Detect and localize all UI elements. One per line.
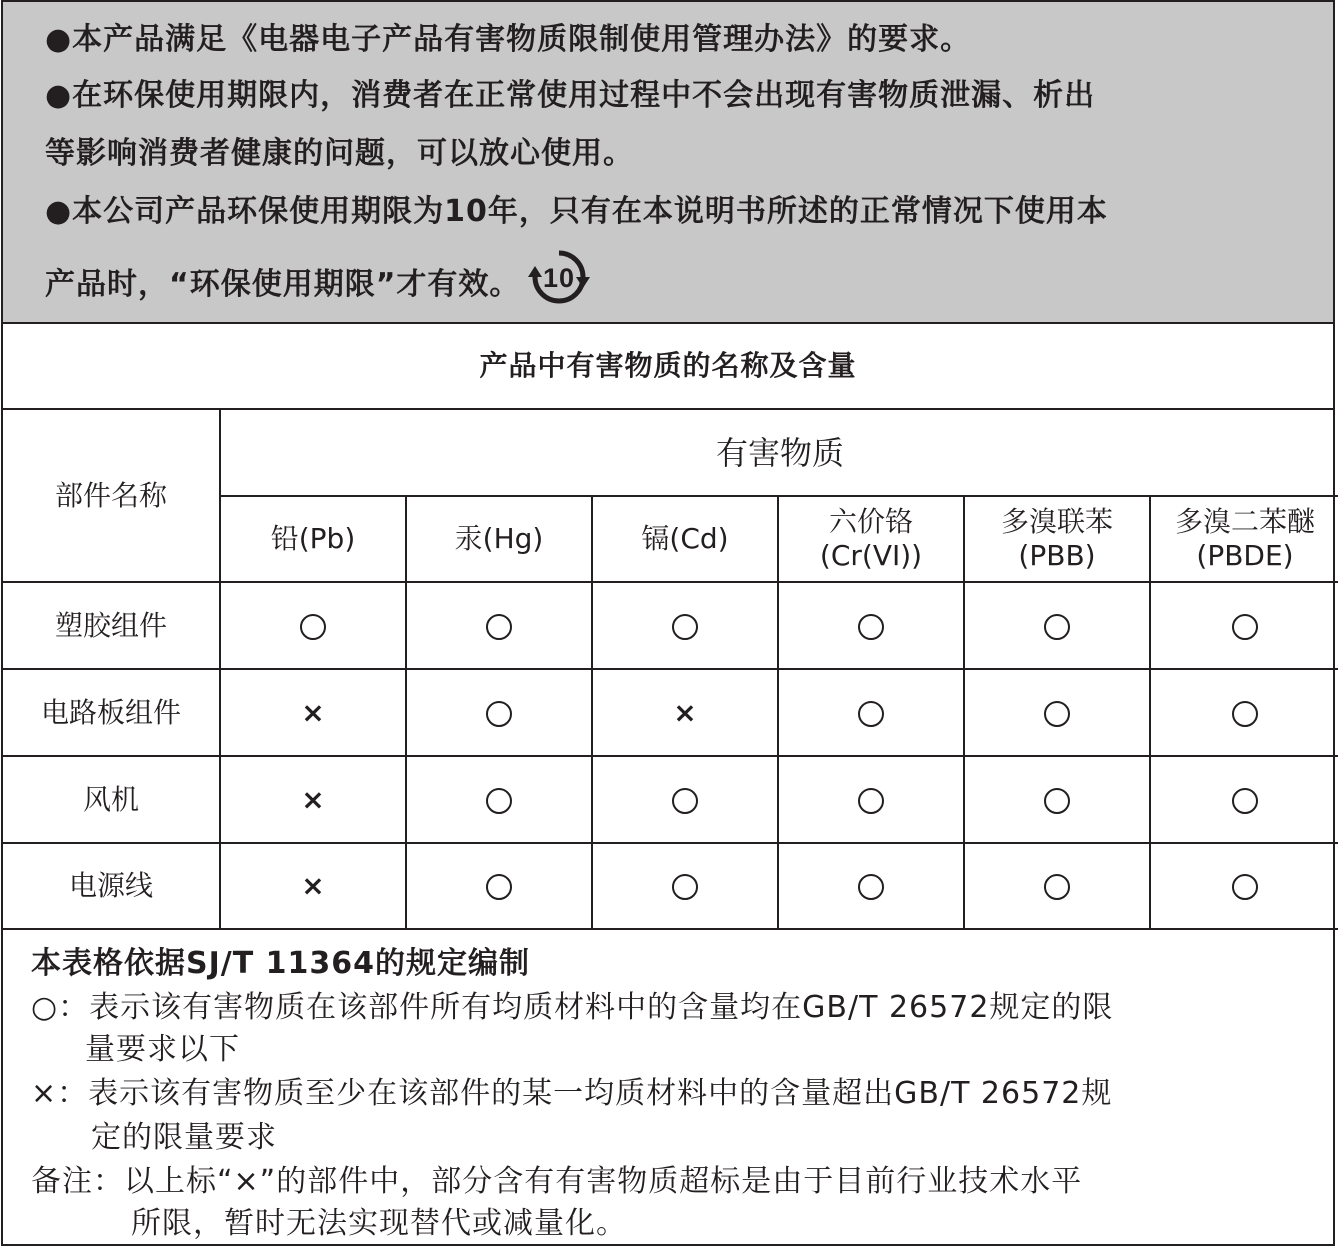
cross-mark-icon: × xyxy=(301,869,325,902)
circle-mark-icon xyxy=(858,614,884,640)
table-row xyxy=(3,582,1338,669)
substance-mark xyxy=(1150,582,1338,669)
substance-mark xyxy=(964,843,1150,929)
substance-mark xyxy=(964,669,1150,756)
substance-header-pb: 铅(Pb) xyxy=(220,496,406,582)
substance-mark xyxy=(592,669,778,756)
substance-mark xyxy=(1150,669,1338,756)
part-name: 电路板组件 xyxy=(3,669,220,756)
statement-line-4: ●本公司产品环保使用期限为10年，只有在本说明书所述的正常情况下使用本 xyxy=(45,194,1108,229)
circle-mark-icon xyxy=(1044,874,1070,900)
hazardous-substances-table xyxy=(3,410,1338,930)
document-frame xyxy=(1,0,1335,1246)
circle-mark-icon xyxy=(1232,614,1258,640)
circle-mark-icon xyxy=(1232,874,1258,900)
table-row xyxy=(3,756,1338,843)
statement-line-3: 等影响消费者健康的问题，可以放心使用。 xyxy=(45,136,634,171)
table-row xyxy=(3,843,1338,929)
notes-basis: 本表格依据SJ/T 11364的规定编制 xyxy=(31,946,531,981)
substance-mark xyxy=(220,582,406,669)
substance-mark xyxy=(406,669,592,756)
part-name: 风机 xyxy=(3,756,220,843)
statement-line-5-wrap xyxy=(45,250,592,321)
substance-mark xyxy=(1150,843,1338,929)
substance-header-cr6: 六价铬 (Cr(VI)) xyxy=(778,496,964,582)
circle-mark-icon xyxy=(1044,788,1070,814)
part-name-header: 部件名称 xyxy=(3,410,220,582)
cross-legend-line-2: 定的限量要求 xyxy=(91,1120,277,1155)
substance-mark xyxy=(406,582,592,669)
compliance-statement xyxy=(3,2,1333,324)
substance-header-hg: 汞(Hg) xyxy=(406,496,592,582)
circle-mark-icon xyxy=(858,701,884,727)
remark-line-1: 备注：以上标“×”的部件中，部分含有有害物质超标是由于目前行业技术水平 xyxy=(31,1164,1083,1199)
substance-mark xyxy=(406,756,592,843)
substance-mark xyxy=(406,843,592,929)
substance-mark xyxy=(964,756,1150,843)
substance-mark xyxy=(220,669,406,756)
substance-mark xyxy=(778,582,964,669)
circle-mark-icon xyxy=(486,788,512,814)
circle-mark-icon xyxy=(486,614,512,640)
substance-mark xyxy=(778,756,964,843)
substance-header-pbb: 多溴联苯 (PBB) xyxy=(964,496,1150,582)
circle-mark-icon xyxy=(300,614,326,640)
part-name: 塑胶组件 xyxy=(3,582,220,669)
substance-mark xyxy=(778,669,964,756)
substance-mark xyxy=(964,582,1150,669)
substance-mark xyxy=(778,843,964,929)
circle-mark-icon xyxy=(1232,701,1258,727)
circle-mark-icon xyxy=(486,874,512,900)
circle-mark-icon xyxy=(672,874,698,900)
circle-mark-icon xyxy=(1044,701,1070,727)
table-row xyxy=(3,669,1338,756)
table-notes xyxy=(3,928,1333,1244)
cross-legend-line-1: ×：表示该有害物质至少在该部件的某一均质材料中的含量超出GB/T 26572规 xyxy=(31,1076,1113,1111)
cross-mark-icon: × xyxy=(673,695,697,729)
substance-mark xyxy=(220,756,406,843)
remark-line-2: 所限，暂时无法实现替代或减量化。 xyxy=(131,1206,627,1241)
circle-legend-line-2: 量要求以下 xyxy=(85,1032,240,1067)
circle-mark-icon xyxy=(858,788,884,814)
circle-mark-icon xyxy=(486,701,512,727)
substance-header-pbde: 多溴二苯醚 (PBDE) xyxy=(1150,496,1338,582)
part-name: 电源线 xyxy=(3,843,220,929)
substance-mark xyxy=(592,756,778,843)
circle-legend-line-1: ○：表示该有害物质在该部件所有均质材料中的含量均在GB/T 26572规定的限 xyxy=(31,990,1114,1025)
circle-mark-icon xyxy=(672,614,698,640)
table-title: 产品中有害物质的名称及含量 xyxy=(3,324,1333,410)
statement-line-5: 产品时，“环保使用期限”才有效。 xyxy=(45,267,521,302)
substance-mark xyxy=(592,582,778,669)
substance-mark xyxy=(1150,756,1338,843)
substance-mark xyxy=(592,843,778,929)
circle-mark-icon xyxy=(858,874,884,900)
statement-line-1: ●本产品满足《电器电子产品有害物质限制使用管理办法》的要求。 xyxy=(45,22,972,57)
substance-group-header: 有害物质 xyxy=(220,410,1338,496)
cross-mark-icon: × xyxy=(301,782,325,816)
circle-mark-icon xyxy=(1232,788,1258,814)
environmental-protection-use-period-icon xyxy=(526,247,592,318)
statement-line-2: ●在环保使用期限内，消费者在正常使用过程中不会出现有害物质泄漏、析出 xyxy=(45,78,1096,113)
logo-number: 10 xyxy=(543,263,576,293)
circle-mark-icon xyxy=(1044,614,1070,640)
substance-mark xyxy=(220,843,406,929)
substance-header-cd: 镉(Cd) xyxy=(592,496,778,582)
cross-mark-icon: × xyxy=(301,695,325,729)
circle-mark-icon xyxy=(672,788,698,814)
